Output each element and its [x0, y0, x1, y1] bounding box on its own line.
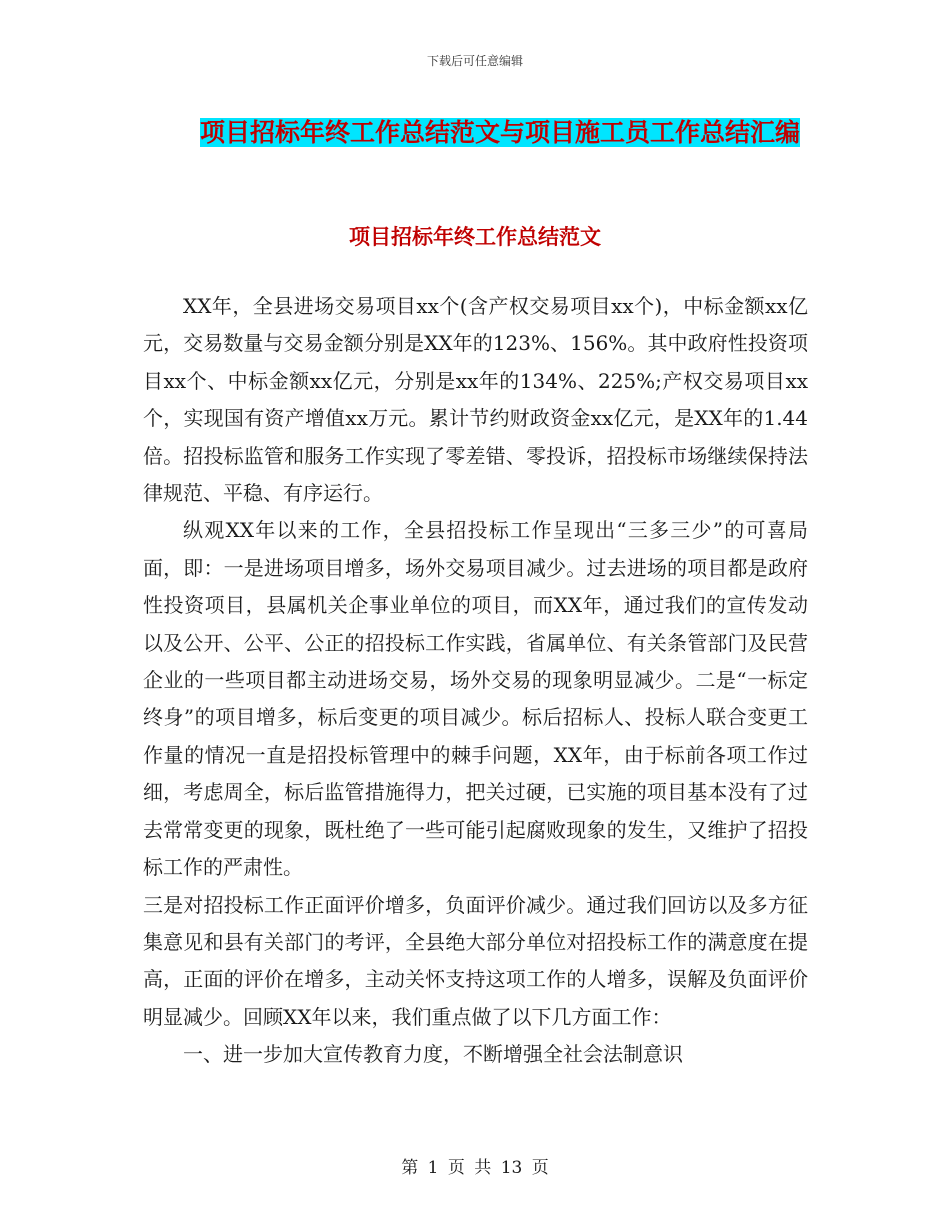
paragraph-4: 一、进一步加大宣传教育力度，不断增强全社会法制意识: [183, 1042, 683, 1067]
document-title-text: 项目招标年终工作总结范文与项目施工员工作总结汇编: [199, 118, 800, 147]
paragraph-3: 三是对招投标工作正面评价增多，负面评价减少。通过我们回访以及多方征集意见和县有关部门的考评，全县绝大部分单位对招投标工作的满意度在提高，正面的评价在增多，主动关怀支持这项工作的人增多，误解及负面评价明显减少。回顾XX年以来，我们重点做了以下几方面工作：: [143, 892, 808, 1029]
paragraph-1: XX年，全县进场交易项目xx个(含产权交易项目xx个)，中标金额xx亿元，交易数量与交易金额分别是XX年的123%、156%。其中政府性投资项目xx个、中标金额xx亿元，分别是xx年的134%、225%;产权交易项目xx个，实现国有资产增值xx万元。累计节约财政资金xx亿元，是XX年的1.44倍。招投标监管和服务工作实现了零差错、零投诉，招投标市场继续保持法律规范、平稳、有序运行。: [143, 294, 808, 506]
document-body: [143, 288, 808, 1074]
page-number: 第 1 页 共 13 页: [401, 1158, 549, 1178]
page-header-note: 下载后可任意编辑: [426, 54, 523, 68]
document-title: [160, 112, 840, 154]
section-title: 项目招标年终工作总结范文: [349, 225, 601, 249]
paragraph-2: 纵观XX年以来的工作，全县招投标工作呈现出“三多三少”的可喜局面，即：一是进场项目增多，场外交易项目减少。过去进场的项目都是政府性投资项目，县属机关企事业单位的项目，而XX年，通过我们的宣传发动以及公开、公平、公正的招投标工作实践，省属单位、有关条管部门及民营企业的一些项目都主动进场交易，场外交易的现象明显减少。二是“一标定终身”的项目增多，标后变更的项目减少。标后招标人、投标人联合变更工作量的情况一直是招投标管理中的棘手问题，XX年，由于标前各项工作过细，考虑周全，标后监管措施得力，把关过硬，已实施的项目基本没有了过去常常变更的现象，既杜绝了一些可能引起腐败现象的发生，又维护了招投标工作的严肃性。: [143, 518, 808, 880]
